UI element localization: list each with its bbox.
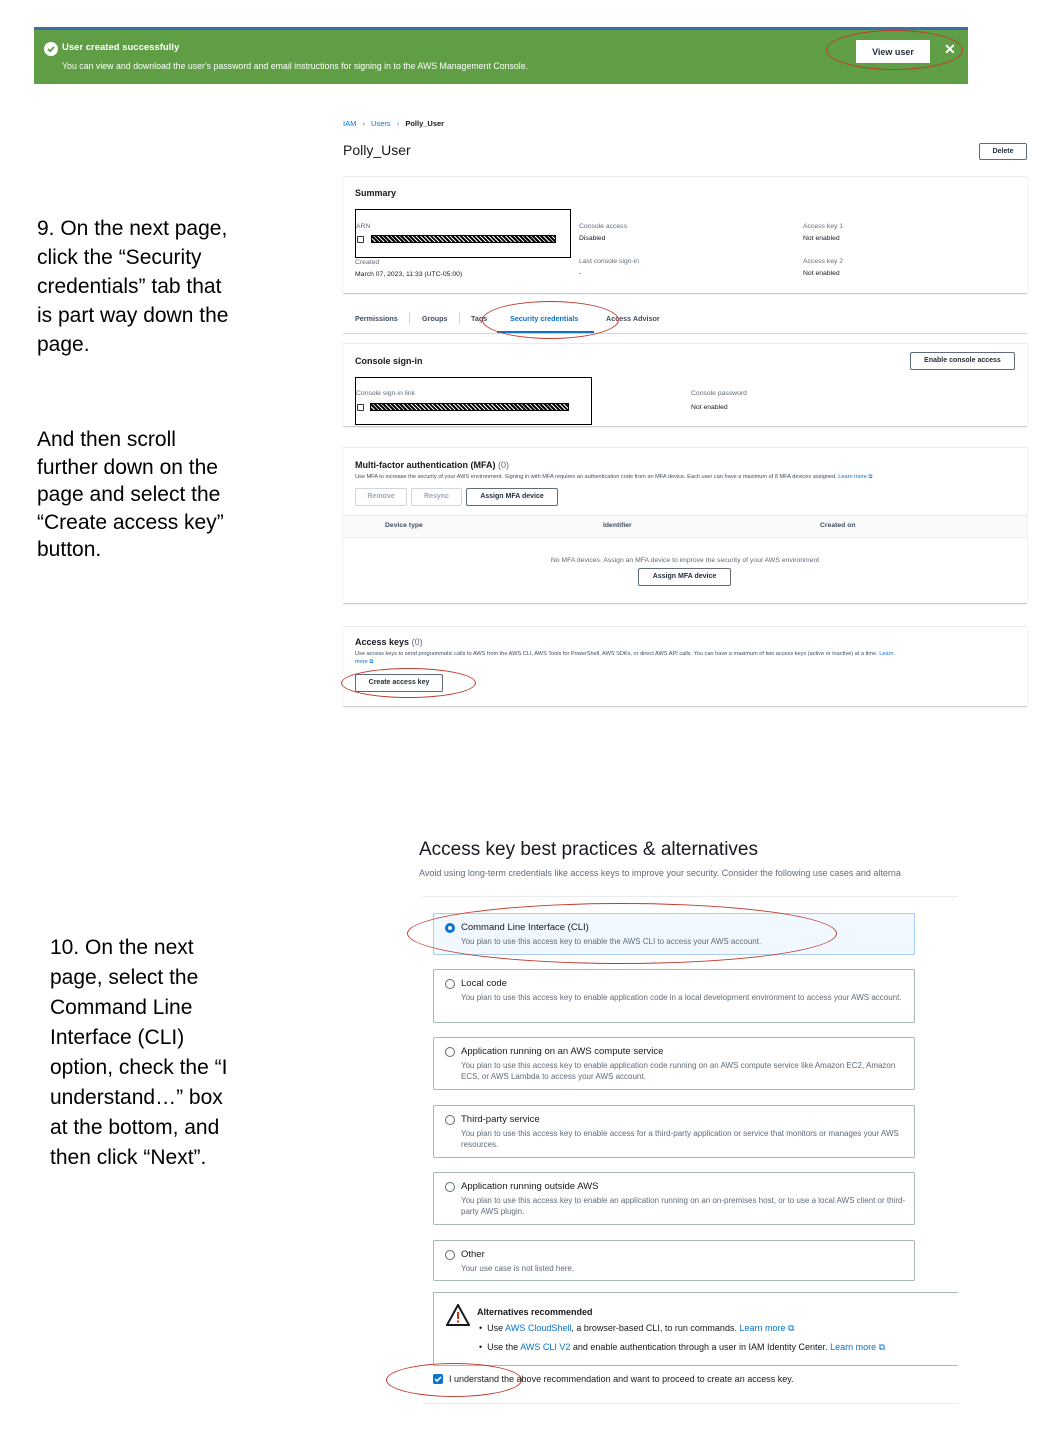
access-key-1-value: Not enabled <box>803 235 840 242</box>
aws-cli-v2-link[interactable]: AWS CLI V2 <box>520 1342 571 1352</box>
col-created-on[interactable]: Created on <box>820 522 856 529</box>
instruction-line: at the bottom, and <box>50 1116 220 1139</box>
console-password-label: Console password <box>691 390 747 397</box>
instruction-line: page and select the <box>37 483 221 506</box>
col-identifier[interactable]: Identifier <box>603 522 632 529</box>
copy-icon[interactable] <box>357 404 364 411</box>
annotation-ellipse <box>386 1363 522 1397</box>
annotation-ellipse <box>407 903 837 964</box>
breadcrumb <box>343 119 444 128</box>
alternatives-heading: Alternatives recommended <box>477 1307 593 1317</box>
instruction-line: click the “Security <box>37 246 202 269</box>
tab-tags[interactable]: Tags <box>471 314 488 323</box>
console-signin-heading: Console sign-in <box>355 356 423 366</box>
create-access-key-button[interactable]: Create access key <box>355 674 443 692</box>
view-user-button[interactable]: View user <box>856 40 930 63</box>
mfa-table-header <box>343 515 1027 538</box>
instruction-line: credentials” tab that <box>37 275 222 298</box>
instruction-line: And then scroll <box>37 428 176 451</box>
console-access-label: Console access <box>579 223 627 230</box>
radio-unselected[interactable] <box>445 1182 455 1192</box>
warning-icon <box>446 1304 470 1331</box>
tab-divider <box>459 312 460 324</box>
created-value: March 07, 2023, 11:33 (UTC-05:00) <box>355 271 463 278</box>
section-divider <box>423 1403 958 1404</box>
option-other[interactable] <box>433 1240 915 1281</box>
radio-unselected[interactable] <box>445 1250 455 1260</box>
redacted-arn <box>371 235 556 243</box>
instruction-line: Interface (CLI) <box>50 1026 185 1049</box>
instruction-line: 10. On the next <box>50 936 194 959</box>
tab-groups[interactable]: Groups <box>422 314 448 323</box>
page-title: Polly_User <box>343 142 411 158</box>
tab-security-credentials[interactable]: Security credentials <box>510 314 579 323</box>
assign-mfa-device-button[interactable]: Assign MFA device <box>466 488 558 506</box>
instruction-step-9 <box>37 214 228 359</box>
instruction-line: “Create access key” <box>37 510 224 534</box>
instruction-line: understand…” box <box>50 1086 223 1109</box>
mfa-empty-text: No MFA devices. Assign an MFA device to improve the security of your AWS environment <box>550 557 820 564</box>
best-practices-title: Access key best practices & alternatives <box>419 839 758 860</box>
instruction-line: page. <box>37 333 90 356</box>
option-title: Other <box>461 1249 485 1260</box>
summary-heading: Summary <box>355 188 397 198</box>
access-keys-description <box>355 651 894 657</box>
option-local-code[interactable] <box>433 969 915 1023</box>
chevron-right-icon: › <box>396 119 400 128</box>
option-description: You plan to use this access key to enable access for a third-party application or service that monitors or manages your AWS resources. <box>461 1129 899 1149</box>
annotation-ellipse <box>341 668 476 698</box>
annotation-ellipse <box>826 30 963 70</box>
instruction-line: 9. On the next page, <box>37 217 228 240</box>
radio-unselected[interactable] <box>445 979 455 989</box>
external-link-icon: ⧉ <box>868 474 873 480</box>
banner-title: User created successfully <box>62 42 180 53</box>
bullet: • <box>479 1323 488 1333</box>
col-device-type[interactable]: Device type <box>385 522 423 529</box>
alt2-text: and enable authentication through a user in IAM Identity Center. <box>570 1342 828 1352</box>
delete-button[interactable]: Delete <box>979 143 1027 160</box>
instruction-line: further down on the <box>37 455 218 479</box>
option-title: Application running outside AWS <box>461 1181 599 1192</box>
option-description: You plan to use this access key to enable the AWS CLI to access your AWS account. <box>461 937 762 946</box>
external-link-icon: ⧉ <box>369 659 374 665</box>
tab-divider <box>409 312 410 324</box>
arn-label: ARN <box>356 223 371 230</box>
instruction-line: button. <box>37 538 102 561</box>
redaction-box <box>355 377 592 425</box>
access-keys-count: (0) <box>411 637 423 647</box>
alt1-text: Use <box>487 1323 506 1333</box>
option-outside-aws[interactable] <box>433 1172 915 1225</box>
tabs-divider <box>343 333 1027 334</box>
aws-cloudshell-link[interactable]: AWS CloudShell <box>505 1323 572 1333</box>
option-description: You plan to use this access key to enable application code in a local development environment to access your AWS account. <box>461 993 902 1002</box>
instruction-line: option, check the “I <box>50 1056 228 1079</box>
last-signin-value: - <box>579 270 582 277</box>
learn-more-link[interactable]: Learn more <box>830 1342 877 1352</box>
option-title: Local code <box>461 978 507 989</box>
external-link-icon: ⧉ <box>788 1323 795 1333</box>
console-access-value: Disabled <box>579 235 606 242</box>
banner-message: You can view and download the user's password and email instructions for signing in to the AWS Management Console. <box>62 61 529 71</box>
alternative-item-2 <box>479 1342 885 1353</box>
instruction-line: page, select the <box>50 966 199 989</box>
option-title: Application running on an AWS compute service <box>461 1046 664 1057</box>
confirm-label[interactable]: I understand the above recommendation and want to proceed to create an access key. <box>449 1374 794 1384</box>
option-title: Third-party service <box>461 1114 540 1125</box>
option-description: You plan to use this access key to enable an application running on an on-premises host, or to use a local AWS client or third-party AWS plugin. <box>461 1196 906 1216</box>
copy-icon[interactable] <box>357 236 364 243</box>
learn-more-link[interactable]: Learn more <box>739 1323 786 1333</box>
access-keys-learn-more-link-cont[interactable]: more <box>355 659 368 665</box>
best-practices-subtitle: Avoid using long-term credentials like access keys to improve your security. Consider the following use cases and alterna <box>419 868 901 878</box>
last-signin-label: Last console sign-in <box>579 258 640 265</box>
assign-mfa-device-center-button[interactable]: Assign MFA device <box>638 568 731 586</box>
instruction-line: then click “Next”. <box>50 1146 207 1169</box>
access-key-2-value: Not enabled <box>803 270 840 277</box>
chevron-right-icon: › <box>362 119 365 128</box>
breadcrumb-iam[interactable]: IAM <box>343 119 357 128</box>
success-check-icon <box>44 42 58 56</box>
bullet: • <box>479 1342 488 1352</box>
breadcrumb-users[interactable]: Users <box>371 119 391 128</box>
close-icon[interactable]: ✕ <box>944 41 956 57</box>
created-label: Created <box>355 259 380 266</box>
radio-unselected[interactable] <box>445 1047 455 1057</box>
annotation-ellipse <box>482 301 619 339</box>
mfa-count: (0) <box>498 460 510 470</box>
option-description: Your use case is not listed here. <box>461 1264 575 1273</box>
option-aws-compute[interactable] <box>433 1037 915 1090</box>
alt1-text: , a browser-based CLI, to run commands. <box>571 1323 737 1333</box>
radio-unselected[interactable] <box>445 1115 455 1125</box>
remove-mfa-button[interactable]: Remove <box>355 488 407 506</box>
option-third-party[interactable] <box>433 1105 915 1158</box>
mfa-learn-more-link[interactable]: Learn more <box>838 474 867 480</box>
instruction-step-10 <box>50 933 227 1173</box>
option-description: You plan to use this access key to enable application code running on an AWS compute service like Amazon EC2, Amazon ECS, or AWS Lambda to access your AWS account. <box>461 1061 896 1081</box>
instruction-line: Command Line <box>50 996 193 1019</box>
access-keys-learn-more-link[interactable]: Learn <box>879 651 894 657</box>
redacted-signin-link <box>370 403 569 411</box>
option-title: Command Line Interface (CLI) <box>461 922 589 933</box>
instruction-step-9b <box>37 426 224 564</box>
tab-access-advisor[interactable]: Access Advisor <box>606 314 660 323</box>
mfa-description-text: Use MFA to increase the security of your AWS environment. Signing in with MFA requires an authentication code from an MFA device. Each user can have a maximum of 8 MFA devices assigned. <box>355 474 837 480</box>
tab-permissions[interactable]: Permissions <box>355 314 398 323</box>
access-keys-learn-more-line <box>355 659 373 666</box>
access-key-1-label: Access key 1 <box>803 223 844 230</box>
external-link-icon: ⧉ <box>878 1342 886 1352</box>
enable-console-access-button[interactable]: Enable console access <box>910 352 1015 370</box>
mfa-description <box>355 474 872 481</box>
access-keys-heading-text: Access keys <box>355 637 410 647</box>
alternative-item-1 <box>479 1323 794 1334</box>
redaction-box <box>355 209 571 258</box>
alt2-text: Use the <box>487 1342 521 1352</box>
section-divider <box>423 896 958 897</box>
access-keys-description-text: Use access keys to send programmatic calls to AWS from the AWS CLI, AWS Tools for PowerShell, AWS SDKs, or direct AWS API calls. You can have a maximum of two access keys (active or inactive) at a time. <box>355 651 878 657</box>
instruction-line: is part way down the <box>37 304 229 327</box>
access-keys-heading <box>355 637 423 647</box>
console-signin-link-label: Console sign-in link <box>356 390 415 397</box>
console-password-value: Not enabled <box>691 404 728 411</box>
mfa-heading-text: Multi-factor authentication (MFA) <box>355 460 496 470</box>
resync-mfa-button[interactable]: Resync <box>411 488 462 506</box>
mfa-heading <box>355 460 509 470</box>
access-key-2-label: Access key 2 <box>803 258 844 265</box>
breadcrumb-current: Polly_User <box>405 119 445 128</box>
